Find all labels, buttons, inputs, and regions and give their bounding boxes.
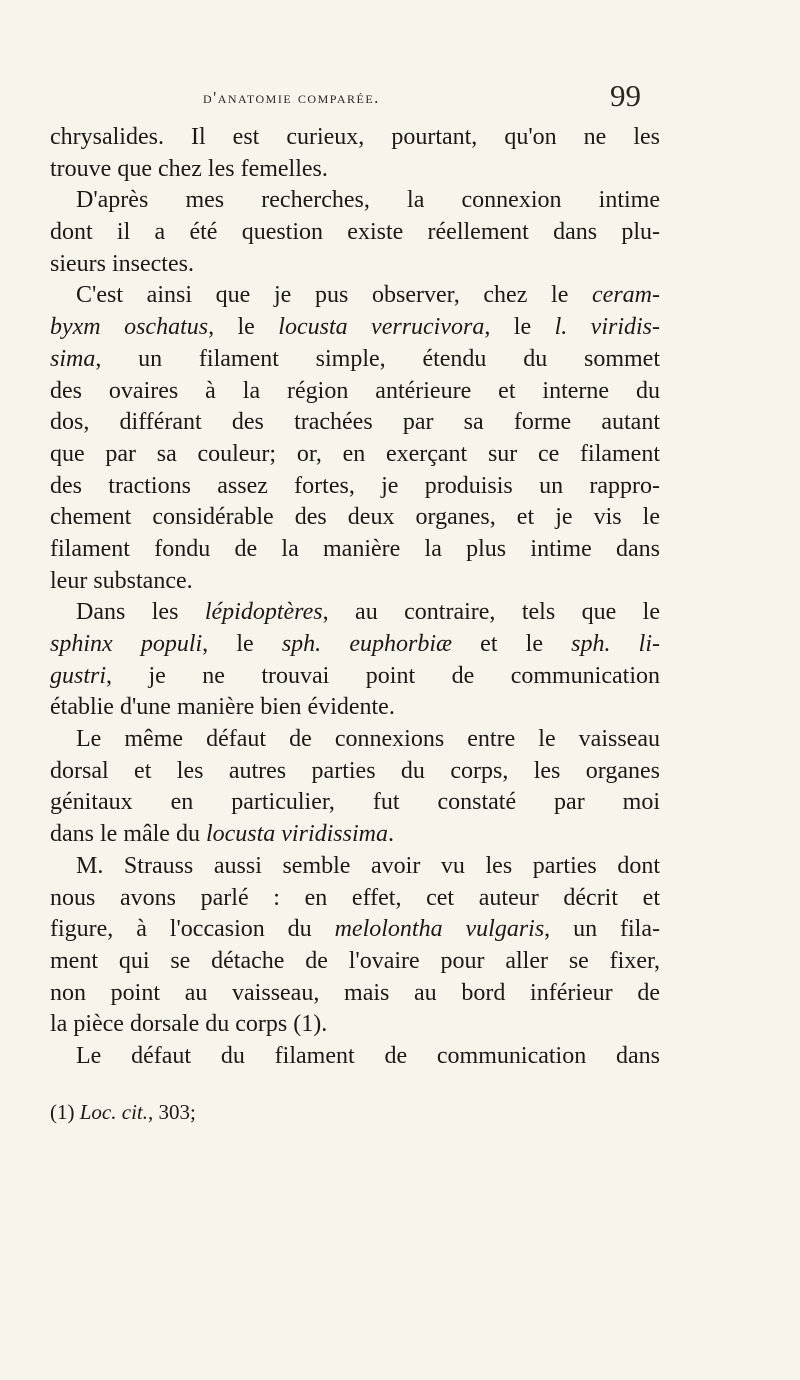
- text-line: Le défaut du filament de communication dans: [76, 1042, 660, 1069]
- species-name: melolontha vulgaris: [334, 916, 545, 943]
- text-line: C'est ainsi que je pus observer, chez le ceram-: [76, 282, 660, 309]
- species-name: locusta viridissima: [205, 821, 388, 848]
- species-name: ceram-: [592, 282, 660, 309]
- text-line: des ovaires à la région antérieure et interne du: [50, 377, 660, 404]
- text-line: trouve que chez les femelles.: [50, 155, 328, 182]
- species-name: sphinx populi: [50, 631, 203, 657]
- footnote-reference: , 303;: [148, 1100, 196, 1124]
- text-line: des tractions assez fortes, je produisis un rappro-: [50, 472, 660, 499]
- species-name: l. viridis-: [554, 314, 660, 341]
- text-line: chrysalides. Il est curieux, pourtant, qu'on ne les: [50, 124, 660, 150]
- species-name: sph. li-: [571, 631, 661, 657]
- running-head: d'anatomie comparée.: [203, 88, 380, 107]
- text-line: dos, différant des trachées par sa forme autant: [50, 409, 660, 436]
- text-line: filament fondu de la manière la plus intime dans: [50, 535, 660, 562]
- text-line: leur substance.: [50, 567, 193, 594]
- text-line: nous avons parlé : en effet, cet auteur décrit et: [50, 884, 660, 911]
- species-name: locusta verrucivora: [278, 314, 485, 341]
- text-line: byxm oschatus, le locusta verrucivora, le l. viridis-: [50, 314, 660, 341]
- text-line: établie d'une manière bien évidente.: [50, 694, 395, 721]
- text-line: M. Strauss aussi semble avoir vu les parties dont: [76, 852, 660, 879]
- text-line: figure, à l'occasion du melolontha vulgaris, un fila-: [50, 916, 660, 943]
- text-line: dorsal et les autres parties du corps, les organes: [50, 757, 660, 784]
- text-line: Le même défaut de connexions entre le vaisseau: [76, 726, 660, 753]
- text-line: génitaux en particulier, fut constaté par moi: [50, 789, 660, 816]
- species-name: gustri: [50, 662, 107, 689]
- text-line: sieurs insectes.: [50, 250, 194, 277]
- body-text: [50, 122, 660, 1073]
- species-name: sph. euphorbiæ: [281, 631, 453, 657]
- text-line: chement considérable des deux organes, et je vis le: [50, 504, 660, 531]
- page-number: 99: [610, 78, 641, 113]
- footnote-marker: (1): [50, 1100, 80, 1124]
- text-line: la pièce dorsale du corps (1).: [50, 1011, 328, 1038]
- text-line: sima, un filament simple, étendu du sommet: [50, 345, 660, 372]
- species-name: byxm oschatus: [50, 314, 209, 341]
- text-line: dans le mâle du locusta viridissima.: [50, 821, 394, 848]
- species-name: sima: [50, 345, 96, 372]
- text-line: gustri, je ne trouvai point de communication: [50, 662, 660, 689]
- footnote: [50, 1100, 196, 1125]
- footnote-source: Loc. cit.: [79, 1100, 148, 1124]
- text-line: non point au vaisseau, mais au bord inférieur de: [50, 979, 660, 1006]
- text-line: D'après mes recherches, la connexion intime: [76, 187, 660, 214]
- text-line: ment qui se détache de l'ovaire pour aller se fixer,: [50, 947, 660, 974]
- text-line: Dans les lépidoptères, au contraire, tels que le: [76, 599, 661, 626]
- text-line: dont il a été question existe réellement dans plu-: [50, 219, 660, 246]
- taxon-name: lépidoptères: [204, 599, 323, 626]
- text-line: que par sa couleur; or, en exerçant sur ce filament: [50, 440, 660, 467]
- text-line: sphinx populi, le sph. euphorbiæ et le sph. li-: [50, 631, 661, 657]
